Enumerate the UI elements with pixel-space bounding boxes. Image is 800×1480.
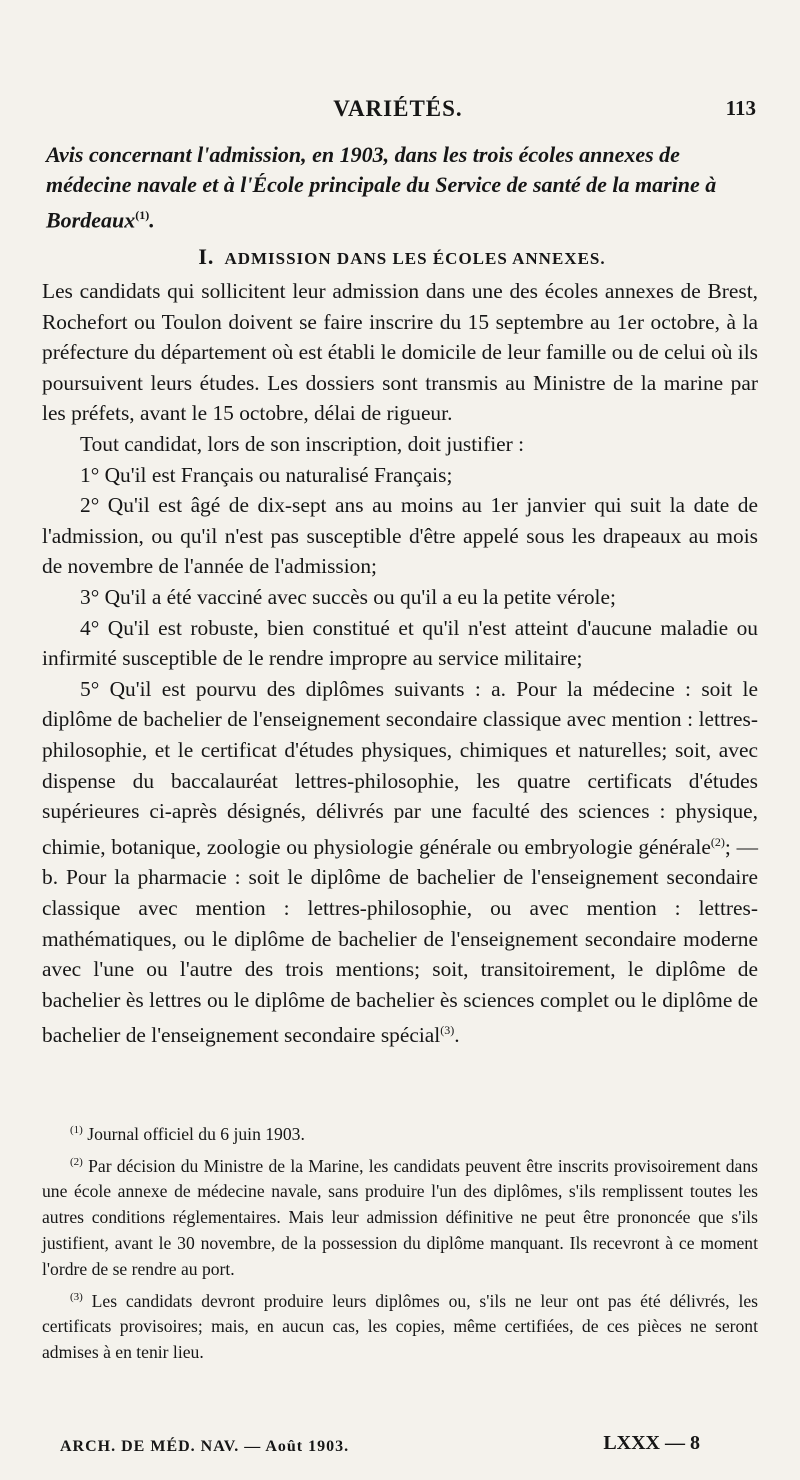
footnote-text: Journal officiel du 6 juin 1903.	[87, 1123, 305, 1144]
running-title: VARIÉTÉS.	[333, 96, 463, 121]
footnote-text: Les candidats devront produire leurs diplômes ou, s'ils ne leur ont pas été délivrés, les certificats provisoires; mais, en aucun cas, les copies, même certifiées, de ces pièces ne seront admises à en tenir lieu.	[42, 1290, 758, 1362]
footnote-3	[42, 1285, 758, 1366]
paragraph-requirements: Tout candidat, lors de son inscription, doit justifier :	[80, 431, 525, 456]
requirement-nationality: 1° Qu'il est Français ou naturalisé Français;	[80, 462, 453, 487]
page-number: 113	[725, 96, 756, 120]
footnote-2	[42, 1150, 758, 1283]
paragraph-registration: Les candidats qui sollicitent leur admission dans une des écoles annexes de Brest, Rochefort ou Toulon doivent se faire inscrire du 15 septembre au 1er octobre, à la préfecture du département où est établi le domicile de leur famille ou de celui où ils poursuivent leurs études. Les dossiers sont transmis au Ministre de la marine par les préfets, avant le 15 octobre, délai de rigueur.	[42, 279, 758, 426]
footer-signature: LXXX — 8	[603, 1432, 700, 1454]
section-title: ADMISSION DANS LES ÉCOLES ANNEXES.	[224, 249, 606, 268]
footnote-ref-1: (1)	[135, 208, 150, 222]
requirement-diplomas	[42, 674, 758, 1051]
diplomas-end: .	[454, 1023, 460, 1048]
footer-journal: ARCH. DE MÉD. NAV. — Août 1903.	[60, 1438, 350, 1455]
footnote-ref-3: (3)	[440, 1023, 455, 1038]
notice-end: .	[149, 207, 155, 233]
section-heading	[46, 244, 758, 270]
requirement-health: 4° Qu'il est robuste, bien constitué et qu'il n'est atteint d'aucune maladie ou infirmité susceptible de le rendre impropre au service militaire;	[42, 615, 758, 671]
body-text	[42, 276, 758, 1051]
diplomas-pharmacy: ; — b. Pour la pharmacie : soit le diplôme de bachelier de l'enseignement secondaire classique avec mention : lettres-philosophie, ou avec mention : lettres-mathématiques, ou le diplôme de bachelier de l'enseignement secondaire moderne avec l'une ou l'autre des trois mentions; soit, transitoirement, le diplôme de bachelier ès lettres ou le diplôme de bachelier ès sciences complet ou le diplôme de bachelier de l'enseignement secondaire spécial	[42, 834, 758, 1048]
notice-title	[46, 140, 758, 235]
footnote-mark: (1)	[70, 1124, 83, 1136]
footnotes	[42, 1118, 758, 1368]
page-footer	[60, 1432, 700, 1462]
requirement-vaccination: 3° Qu'il a été vacciné avec succès ou qu'il a eu la petite vérole;	[80, 584, 616, 609]
running-head	[40, 96, 756, 132]
diplomas-medicine: 5° Qu'il est pourvu des diplômes suivants : a. Pour la médecine : soit le diplôme de bachelier de l'enseignement secondaire classique avec mention : lettres-philosophie, et le certificat d'études physiques, chimiques et naturelles; soit, avec dispense du baccalauréat lettres-philosophie, les quatre certificats d'études supérieures ci-après désignés, délivrés par une faculté des sciences : physique, chimie, botanique, zoologie ou physiologie générale ou embryologie générale	[42, 676, 758, 859]
section-number: I.	[198, 244, 215, 269]
notice-text: Avis concernant l'admission, en 1903, dans les trois écoles annexes de médecine navale et à l'École principale du Service de santé de la marine à Bordeaux	[46, 142, 717, 233]
requirement-age: 2° Qu'il est âgé de dix-sept ans au moins au 1er janvier qui suit la date de l'admission, ou qu'il n'est pas susceptible d'être appelé sous les drapeaux au mois de novembre de l'année de l'admission;	[42, 493, 758, 579]
footnote-mark: (3)	[70, 1290, 83, 1303]
footnote-text: Par décision du Ministre de la Marine, les candidats peuvent être inscrits provisoirement dans une école annexe de médecine navale, sans produire l'un des diplômes, s'ils remplissent toutes les autres conditions réglementaires. Mais leur admission définitive ne peut être prononcée que s'ils justifient, avant le 30 novembre, de la possession du diplôme manquant. Ils recevront à ce moment l'ordre de se rendre au port.	[42, 1155, 758, 1279]
footnote-ref-2: (2)	[710, 834, 725, 849]
footnote-mark: (2)	[70, 1155, 83, 1168]
footnote-1	[42, 1118, 758, 1148]
